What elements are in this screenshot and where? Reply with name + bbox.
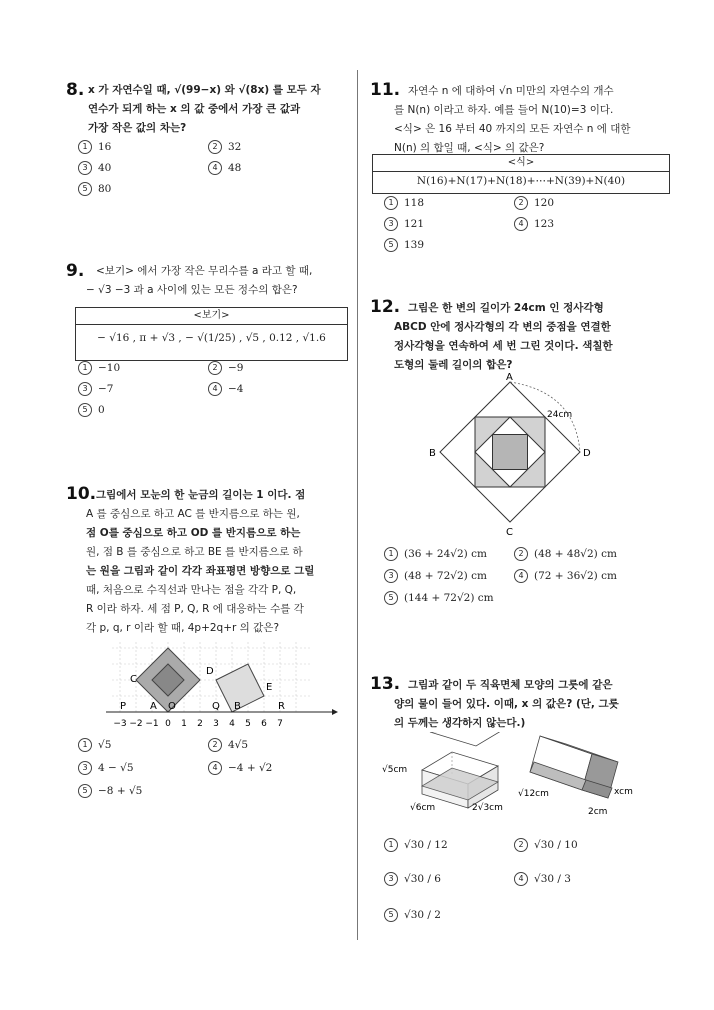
option-2[interactable]: 2 (48 + 48√2) cm <box>514 547 617 561</box>
box-title: <식> <box>373 155 669 172</box>
option-5[interactable]: 5 0 <box>78 403 105 417</box>
option-1[interactable]: 1 118 <box>384 196 424 210</box>
option-1[interactable]: 1 √30 / 12 <box>384 838 448 852</box>
question-text: 그림과 같이 두 직육면체 모양의 그릇에 같은 양의 물이 들어 있다. 이때, x 의 값은? (단, 그릇 의 두께는 생각하지 않는다.) <box>394 679 619 729</box>
question-number: 9. <box>66 261 85 281</box>
option-4[interactable]: 4 −4 <box>208 382 243 396</box>
box-items: − √16 , π + √3 , − √(1/25) , √5 , 0.12̇ , √1.6 <box>97 332 326 344</box>
tick-label: 1 <box>181 719 187 729</box>
tick-label: −1 <box>145 719 159 729</box>
option-4[interactable]: 4 48 <box>208 161 241 175</box>
tick-label: 3 <box>213 719 219 729</box>
question-13 <box>370 674 670 934</box>
example-box <box>75 307 348 361</box>
option-3[interactable]: 3 (48 + 72√2) cm <box>384 569 487 583</box>
question-text: 그림은 한 변의 길이가 24cm 인 정사각형 ABCD 안에 정사각형의 각 변의 중점을 연결한 정사각형을 연속하여 세 번 그린 것이다. 색칠한 도형의 둘레 길이의 합은? <box>394 302 613 371</box>
label-a: A <box>150 701 157 712</box>
option-5[interactable]: 5 √30 / 2 <box>384 908 441 922</box>
label-a: A <box>506 372 513 383</box>
label-b: B <box>429 448 436 459</box>
option-3[interactable]: 3 4 − √5 <box>78 761 134 775</box>
tick-label: −3 <box>113 719 127 729</box>
option-2[interactable]: 2 120 <box>514 196 554 210</box>
label-e: E <box>266 682 273 693</box>
option-2[interactable]: 2 4√5 <box>208 738 248 752</box>
question-number: 11. <box>370 80 401 100</box>
label-x: xcm <box>614 787 633 797</box>
length-label: 24cm <box>547 410 573 420</box>
option-1[interactable]: 1 (36 + 24√2) cm <box>384 547 487 561</box>
question-text: <보기> 에서 가장 작은 무리수를 a 라고 할 때, − √3 −3 과 a 사이에 있는 모든 정수의 합은? <box>86 265 313 296</box>
option-3[interactable]: 3 −7 <box>78 382 113 396</box>
option-5[interactable]: 5 139 <box>384 238 424 252</box>
label-o: O <box>168 701 176 712</box>
label-b: B <box>234 701 241 712</box>
option-4[interactable]: 4 −4 + √2 <box>208 761 272 775</box>
option-2[interactable]: 2 √30 / 10 <box>514 838 578 852</box>
option-5[interactable]: 5 80 <box>78 182 111 196</box>
label-c: C <box>130 674 137 685</box>
label-c: C <box>506 527 513 538</box>
tick-label: 2 <box>197 719 203 729</box>
square-4 <box>493 435 528 470</box>
option-4[interactable]: 4 √30 / 3 <box>514 872 571 886</box>
label-height: √5cm <box>382 765 408 775</box>
container-1 <box>422 732 506 808</box>
option-1[interactable]: 1 −10 <box>78 361 120 375</box>
option-2[interactable]: 2 32 <box>208 140 241 154</box>
box-title: <보기> <box>76 308 347 325</box>
number-line-arrow <box>332 709 338 715</box>
question-number: 12. <box>370 297 401 317</box>
label-q: Q <box>212 701 220 712</box>
label-depth-2: 2cm <box>588 807 608 817</box>
formula-box <box>372 154 670 194</box>
containers-figure <box>380 732 670 822</box>
question-text: 자연수 n 에 대하여 √n 미만의 자연수의 개수 를 N(n) 이라고 하자. 예를 들어 N(10)=3 이다. <식> 은 16 부터 40 까지의 모든 자연수 n 에 대한 N(n) 의 합일 때, <식> 의 값은? <box>394 85 631 154</box>
tick-label: 4 <box>229 719 235 729</box>
label-height-2: √12cm <box>518 789 549 799</box>
option-2[interactable]: 2 −9 <box>208 361 243 375</box>
option-4[interactable]: 4 123 <box>514 217 554 231</box>
question-number: 8. <box>66 80 85 100</box>
option-5[interactable]: 5 (144 + 72√2) cm <box>384 591 494 605</box>
tick-label: −2 <box>129 719 143 729</box>
square-figure <box>425 372 645 547</box>
question-11 <box>370 80 670 255</box>
option-4[interactable]: 4 (72 + 36√2) cm <box>514 569 617 583</box>
tick-label: 6 <box>261 719 267 729</box>
question-text: x 가 자연수일 때, √(99−x) 와 √(8x) 를 모두 자 연수가 되게 하는 x 의 값 중에서 가장 큰 값과 가장 작은 값의 차는? <box>88 84 321 134</box>
tick-label: 7 <box>277 719 283 729</box>
question-8 <box>66 80 351 210</box>
question-number: 10. <box>66 484 97 504</box>
question-number: 13. <box>370 674 401 694</box>
label-p: P <box>120 701 127 712</box>
column-divider <box>357 70 358 940</box>
label-depth: 2√3cm <box>472 803 503 813</box>
tick-label: 0 <box>165 719 171 729</box>
label-r: R <box>278 701 285 712</box>
option-5[interactable]: 5 −8 + √5 <box>78 784 142 798</box>
option-1[interactable]: 1 √5 <box>78 738 111 752</box>
option-3[interactable]: 3 40 <box>78 161 111 175</box>
question-12 <box>370 297 670 617</box>
box-items: N(16)+N(17)+N(18)+⋯+N(39)+N(40) <box>416 175 626 187</box>
question-text: 그림에서 모눈의 한 눈금의 길이는 1 이다. 점 A 를 중심으로 하고 AC 를 반지름으로 하는 원, 점 O를 중심으로 하고 OD 를 반지름으로 하는 원, 점 B 를 중심으로 하고 BE 를 반지름으로 하 는 원을 그림과 같이 각각 좌표평면 방향으로 그릴 때, 처음으로 수직선과 만나는 점을 각각 P, Q, R 이라 하자. 세 점 P, Q, R 에 대응하는 수를 각 각 p, q, r 이라 할 때, 4p+2q+r 의 값은? <box>86 489 315 634</box>
coordinate-figure <box>96 642 346 742</box>
label-d: D <box>206 666 214 677</box>
question-9 <box>66 261 351 451</box>
label-d: D <box>583 448 591 459</box>
option-3[interactable]: 3 √30 / 6 <box>384 872 441 886</box>
question-10 <box>66 484 351 804</box>
option-3[interactable]: 3 121 <box>384 217 424 231</box>
label-width: √6cm <box>410 803 436 813</box>
option-1[interactable]: 1 16 <box>78 140 111 154</box>
tick-label: 5 <box>245 719 251 729</box>
